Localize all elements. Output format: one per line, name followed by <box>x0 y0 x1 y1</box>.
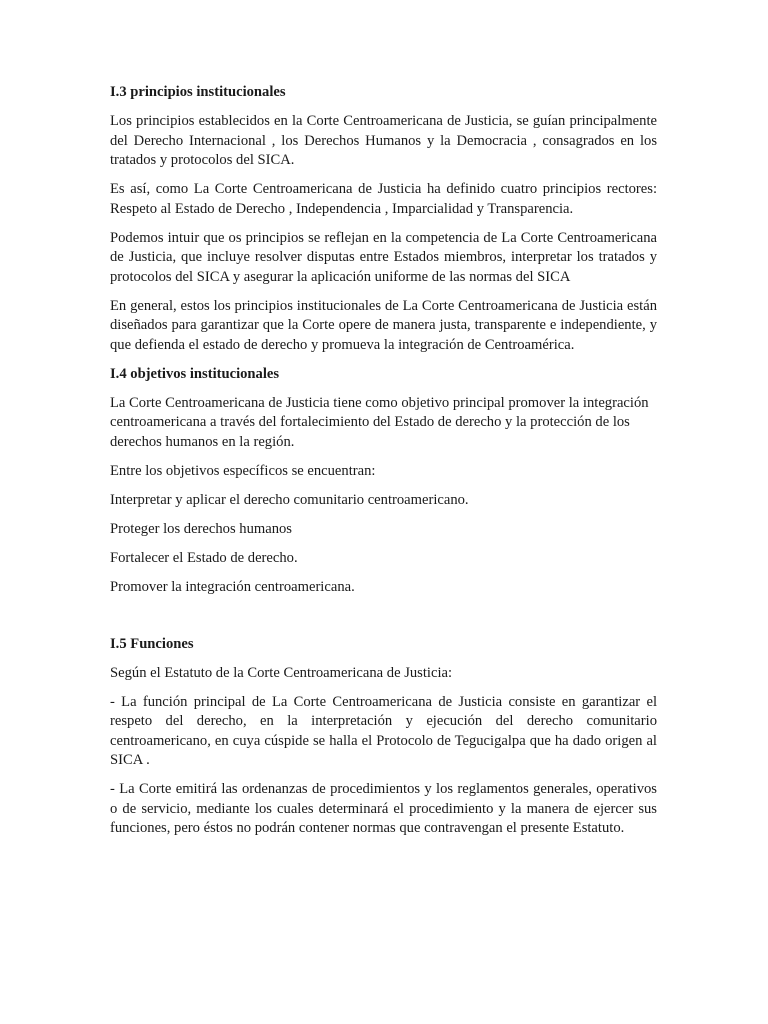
paragraph: - La Corte emitirá las ordenanzas de procedimientos y los reglamentos generales, operativos o de servicio, mediante los cuales determinará el procedimiento y la manera de ejercer sus funciones, pero éstos no podrán contener normas que contravengan el presente Estatuto. <box>110 781 657 836</box>
paragraph: - La función principal de La Corte Centroamericana de Justicia consiste en garantizar el respeto del derecho, en la interpretación y ejecución del derecho comunitario centroamericano, en cuya cúspide se halla el Protocolo de Tegucigalpa que ha dado origen al SICA . <box>110 693 657 768</box>
list-item: Fortalecer el Estado de derecho. <box>110 549 298 566</box>
paragraph: Según el Estatuto de la Corte Centroamericana de Justicia: <box>110 664 453 681</box>
list-item: Interpretar y aplicar el derecho comunitario centroamericano. <box>110 491 469 508</box>
paragraph: En general, estos los principios institucionales de La Corte Centroamericana de Justicia están diseñados para garantizar que la Corte opere de manera justa, transparente e independiente, y que defienda el estado de derecho y promueva la integración de Centroamérica. <box>110 297 657 353</box>
list-item: Promover la integración centroamericana. <box>110 578 355 595</box>
paragraph: Entre los objetivos específicos se encuentran: <box>110 462 376 479</box>
paragraph: Es así, como La Corte Centroamericana de Justicia ha definido cuatro principios rectores: Respeto al Estado de Derecho , Independencia , Imparcialidad y Transparencia. <box>110 181 657 217</box>
section-heading-principios: I.3 principios institucionales <box>110 84 286 100</box>
document-page <box>110 83 657 848</box>
section-heading-objetivos: I.4 objetivos institucionales <box>110 365 280 382</box>
paragraph: Podemos intuir que os principios se reflejan en la competencia de La Corte Centroamericana de Justicia, que incluye resolver disputas entre Estados miembros, interpretar los tratados y protocolos del SICA y asegurar la aplicación uniforme de las normas del SICA <box>110 229 657 285</box>
paragraph: Los principios establecidos en la Corte Centroamericana de Justicia, se guían principalmente del Derecho Internacional , los Derechos Humanos y la Democracia , consagrados en los tratados y protocolos del SICA. <box>110 113 657 168</box>
paragraph: La Corte Centroamericana de Justicia tiene como objetivo principal promover la integración centroamericana a través del fortalecimiento del Estado de derecho y la protección de los derechos humanos en la región. <box>110 394 649 450</box>
list-item: Proteger los derechos humanos <box>110 520 292 537</box>
blank-line <box>110 607 657 635</box>
section-heading-funciones: I.5 Funciones <box>110 635 194 652</box>
